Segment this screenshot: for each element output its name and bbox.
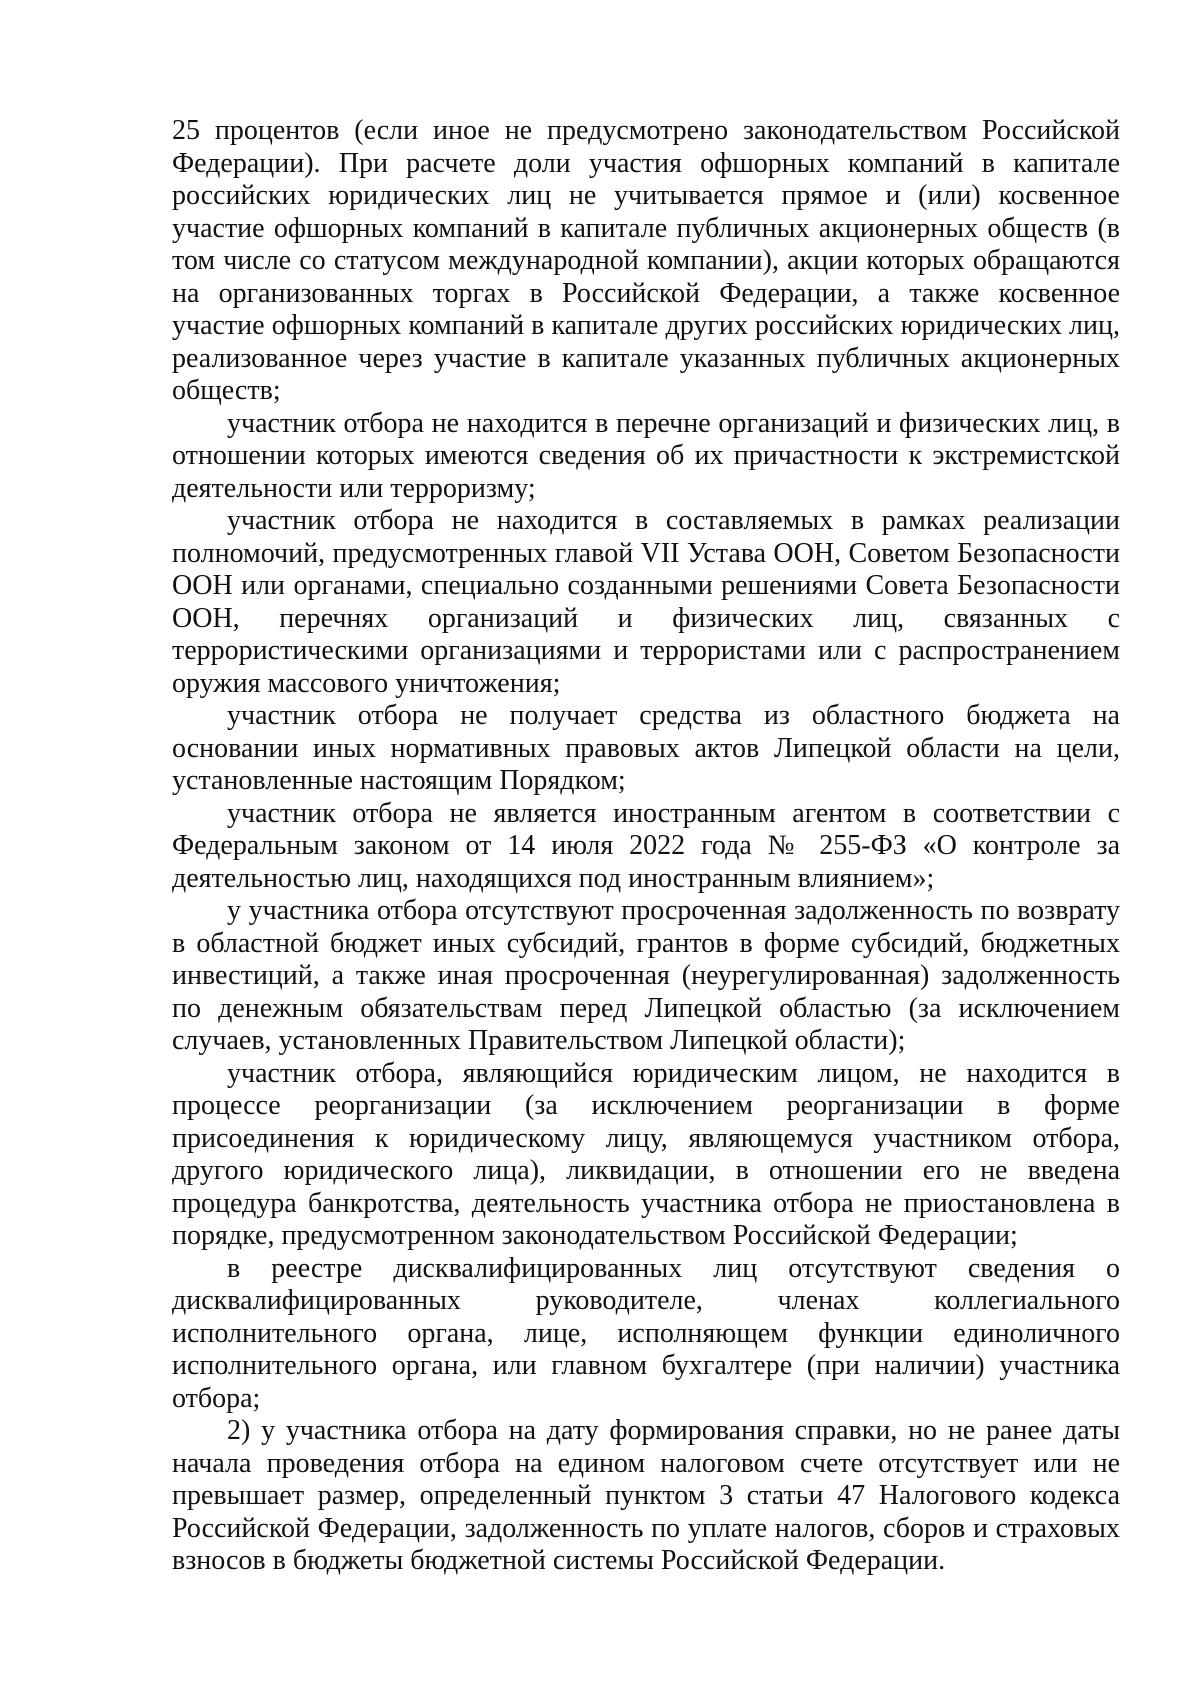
paragraph-un-security-council-lists: участник отбора не находится в составляемых в рамках реализации полномочий, предусмотренных главой VII Устава ООН, Советом Безопасности ООН или органами, специально созданными решениями Совета Безопасности ООН, перечнях организаций и физических лиц, связанных с террористическими организациями и террористами или с распространением оружия массового уничтожения;: [172, 505, 1120, 699]
paragraph-disqualified-persons: в реестре дисквалифицированных лиц отсутствуют сведения о дисквалифицированных руководителе, членах коллегиального исполнительного органа, лице, исполняющем функции единоличного исполнительного органа, или главном бухгалтере (при наличии) участника отбора;: [172, 1252, 1120, 1414]
paragraph-overdue-debt: у участника отбора отсутствуют просроченная задолженность по возврату в областной бюджет иных субсидий, грантов в форме субсидий, бюджетных инвестиций, а также иная просроченная (неурегулированная) задолженность по денежным обязательствам перед Липецкой областью (за исключением случаев, установленных Правительством Липецкой области);: [172, 895, 1120, 1056]
paragraph-tax-debt: 2) у участника отбора на дату формирования справки, но не ранее даты начала проведения отбора на едином налоговом счете отсутствует или не превышает размер, определенный пунктом 3 статьи 47 Налогового кодекса Российской Федерации, задолженность по уплате налогов, сборов и страховых взносов в бюджеты бюджетной системы Российской Федерации.: [172, 1415, 1120, 1576]
paragraph-reorganization: участник отбора, являющийся юридическим лицом, не находится в процессе реорганизации (за исключением реорганизации в форме присоединения к юридическому лицу, являющемуся участником отбора, другого юридического лица), ликвидации, в отношении его не введена процедура банкротства, деятельность участника отбора не приостановлена в порядке, предусмотренном законодательством Российской Федерации;: [172, 1057, 1120, 1251]
paragraph-offshore-share: 25 процентов (если иное не предусмотрено законодательством Российской Федерации). При расчете доли участия офшорных компаний в капитале российских юридических лиц не учитывается прямое и (или) косвенное участие офшорных компаний в капитале публичных акционерных обществ (в том числе со статусом международной компании), акции которых обращаются на организованных торгах в Российской Федерации, а также косвенное участие офшорных компаний в капитале других российских юридических лиц, реализованное через участие в капитале указанных публичных акционерных обществ;: [172, 115, 1120, 406]
paragraph-extremism-list: участник отбора не находится в перечне организаций и физических лиц, в отношении которых имеются сведения об их причастности к экстремистской деятельности или терроризму;: [172, 407, 1120, 504]
document-body: [172, 115, 1120, 1578]
paragraph-regional-budget-funds: участник отбора не получает средства из областного бюджета на основании иных нормативных правовых актов Липецкой области на цели, установленные настоящим Порядком;: [172, 700, 1120, 796]
paragraph-foreign-agent: участник отбора не является иностранным агентом в соответствии с Федеральным законом от 14 июля 2022 года № 255-ФЗ «О контроле за деятельностью лиц, находящихся под иностранным влиянием»;: [172, 797, 1120, 894]
